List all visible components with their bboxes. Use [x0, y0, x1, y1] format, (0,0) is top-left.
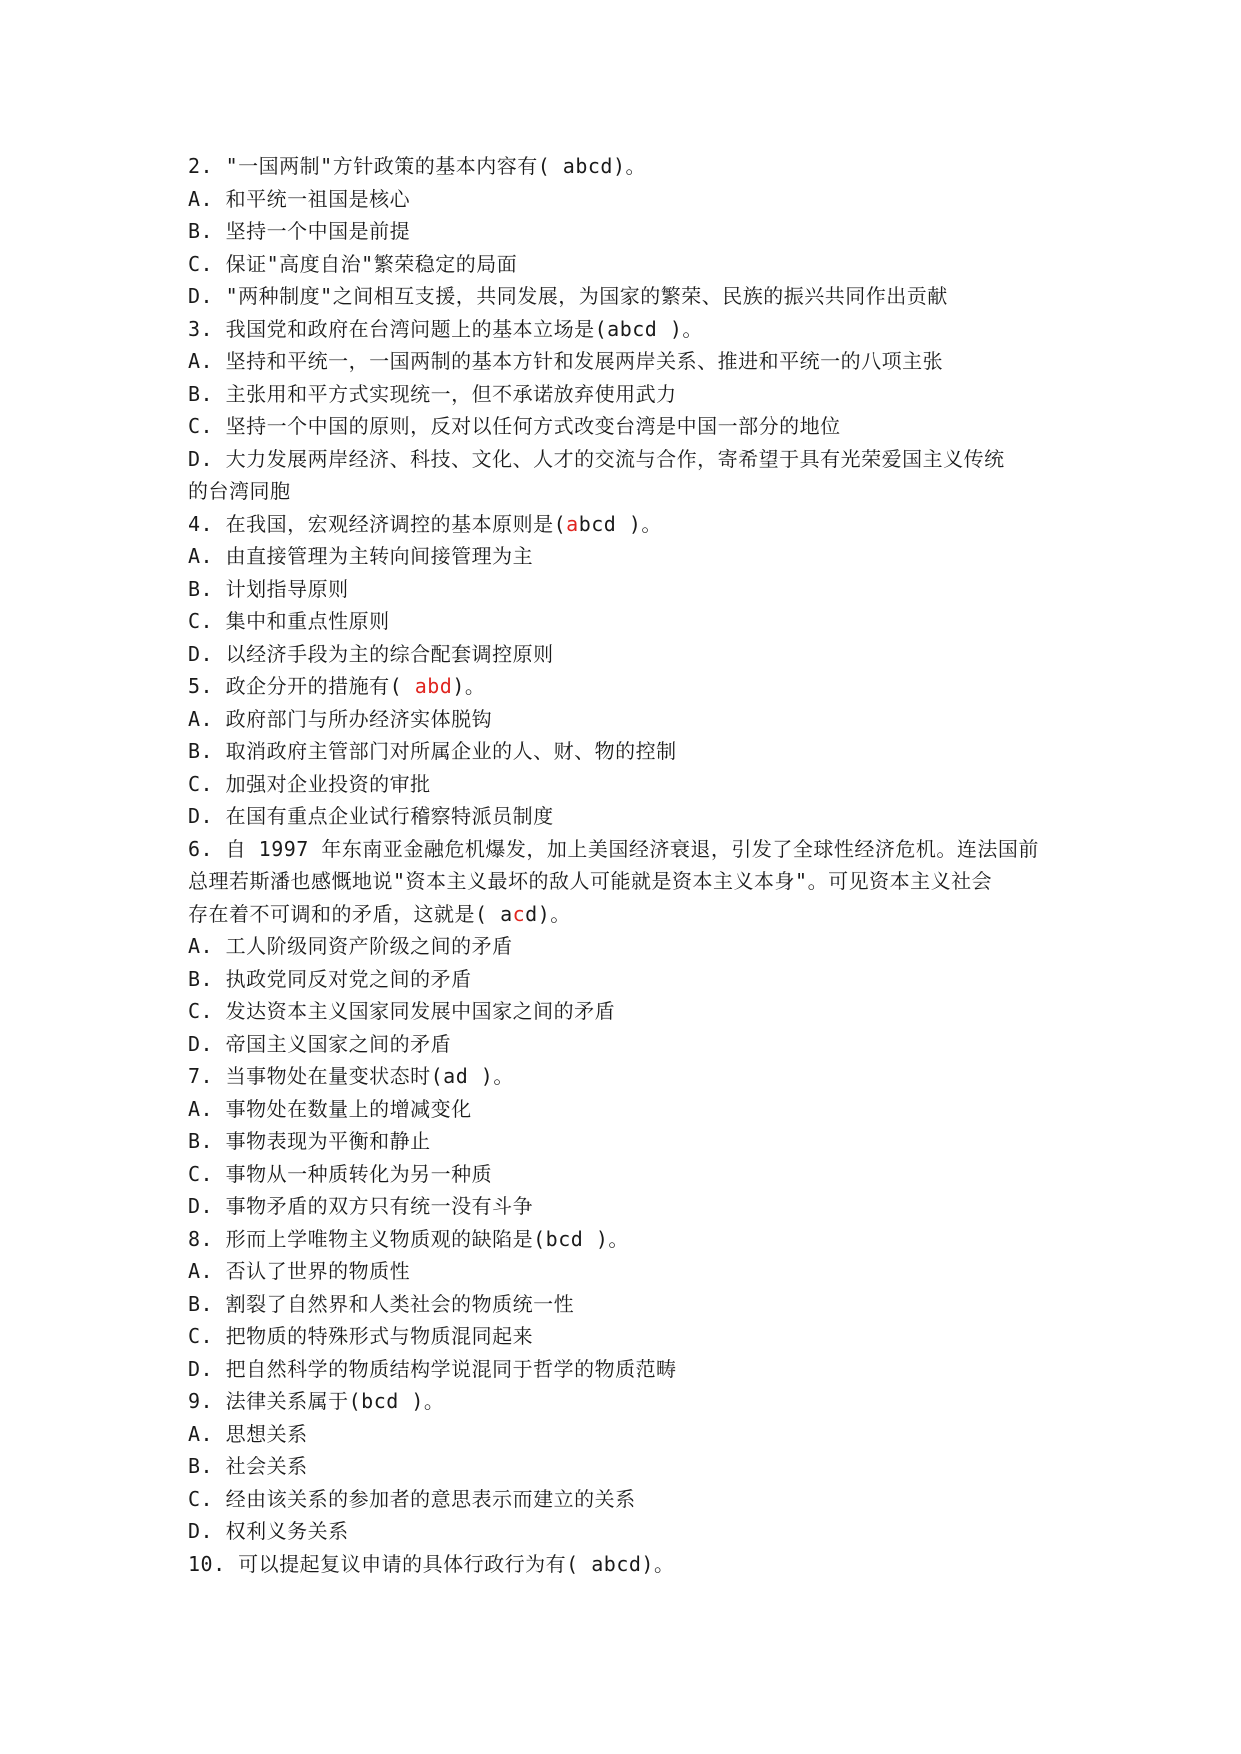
question-stem: 9. 法律关系属于(bcd )。	[188, 1389, 445, 1413]
question-stem: 7. 当事物处在量变状态时(ad )。	[188, 1064, 514, 1088]
option-c: C. 保证"高度自治"繁荣稳定的局面	[188, 251, 518, 276]
option-b: B. 事物表现为平衡和静止	[188, 1129, 431, 1153]
option-a: A. 政府部门与所办经济实体脱钩	[188, 706, 493, 731]
option-c: C. 把物质的特殊形式与物质混同起来	[188, 1324, 534, 1348]
stem-text: 5. 政企分开的措施有(	[188, 674, 415, 698]
option-d: D. 以经济手段为主的综合配套调控原则	[188, 641, 554, 666]
option-d: D. 权利义务关系	[188, 1519, 349, 1543]
question-stem: 10. 可以提起复议申请的具体行政行为有( abcd)。	[188, 1551, 675, 1576]
document-page	[188, 150, 1058, 1580]
option-d: D. "两种制度"之间相互支援，共同发展，为国家的繁荣、民族的振兴共同作出贡献	[188, 284, 948, 308]
option-d: D. 把自然科学的物质结构学说混同于哲学的物质范畴	[188, 1356, 677, 1381]
option-d-continued: 的台湾同胞	[188, 479, 291, 503]
question-stem	[188, 670, 1058, 703]
answer-highlight: c	[512, 901, 526, 926]
question-stem: 3. 我国党和政府在台湾问题上的基本立场是(abcd )。	[188, 316, 703, 341]
option-b: B. 割裂了自然界和人类社会的物质统一性	[188, 1291, 575, 1316]
stem-text: 4. 在我国，宏观经济调控的基本原则是(	[188, 511, 567, 536]
option-a: A. 否认了世界的物质性	[188, 1259, 411, 1283]
option-a: A. 由直接管理为主转向间接管理为主	[188, 544, 534, 568]
option-b: B. 主张用和平方式实现统一，但不承诺放弃使用武力	[188, 381, 677, 406]
option-c: C. 加强对企业投资的审批	[188, 771, 431, 796]
option-a: A. 坚持和平统一，一国两制的基本方针和发展两岸关系、推进和平统一的八项主张	[188, 349, 944, 373]
question-stem-continued: 总理若斯潘也感慨地说"资本主义最坏的敌人可能就是资本主义本身"。可见资本主义社会	[188, 869, 993, 893]
question-stem	[188, 508, 1058, 541]
answer-highlight: a	[566, 511, 579, 536]
option-a: A. 思想关系	[188, 1421, 308, 1446]
option-c: C. 集中和重点性原则	[188, 609, 390, 633]
answer-highlight: abd	[414, 674, 453, 698]
stem-text: )。	[452, 674, 486, 698]
question-stem: 6. 自 1997 年东南亚金融危机爆发，加上美国经济衰退，引发了全球性经济危机。连法国前	[188, 836, 1039, 861]
option-b: B. 执政党同反对党之间的矛盾	[188, 966, 472, 991]
option-d: D. 帝国主义国家之间的矛盾	[188, 1031, 452, 1056]
question-stem-continued	[188, 898, 1058, 931]
stem-text: 存在着不可调和的矛盾，这就是( a	[188, 901, 513, 926]
question-stem: 2. "一国两制"方针政策的基本内容有( abcd)。	[188, 154, 646, 178]
option-c: C. 事物从一种质转化为另一种质	[188, 1161, 493, 1186]
option-b: B. 社会关系	[188, 1454, 308, 1478]
option-b: B. 坚持一个中国是前提	[188, 219, 411, 243]
stem-text: d)。	[525, 901, 571, 926]
option-c: C. 发达资本主义国家同发展中国家之间的矛盾	[188, 999, 616, 1023]
option-b: B. 取消政府主管部门对所属企业的人、财、物的控制	[188, 739, 677, 763]
option-a: A. 工人阶级同资产阶级之间的矛盾	[188, 934, 513, 958]
question-stem: 8. 形而上学唯物主义物质观的缺陷是(bcd )。	[188, 1226, 629, 1251]
option-d: D. 在国有重点企业试行稽察特派员制度	[188, 804, 554, 828]
option-d: D. 大力发展两岸经济、科技、文化、人才的交流与合作，寄希望于具有光荣爱国主义传统	[188, 446, 1005, 471]
stem-text: bcd )。	[578, 511, 662, 536]
option-c: C. 坚持一个中国的原则，反对以任何方式改变台湾是中国一部分的地位	[188, 414, 841, 438]
option-a: A. 事物处在数量上的增减变化	[188, 1096, 472, 1121]
option-d: D. 事物矛盾的双方只有统一没有斗争	[188, 1194, 534, 1218]
option-a: A. 和平统一祖国是核心	[188, 186, 411, 211]
option-b: B. 计划指导原则	[188, 576, 349, 601]
option-c: C. 经由该关系的参加者的意思表示而建立的关系	[188, 1486, 636, 1511]
